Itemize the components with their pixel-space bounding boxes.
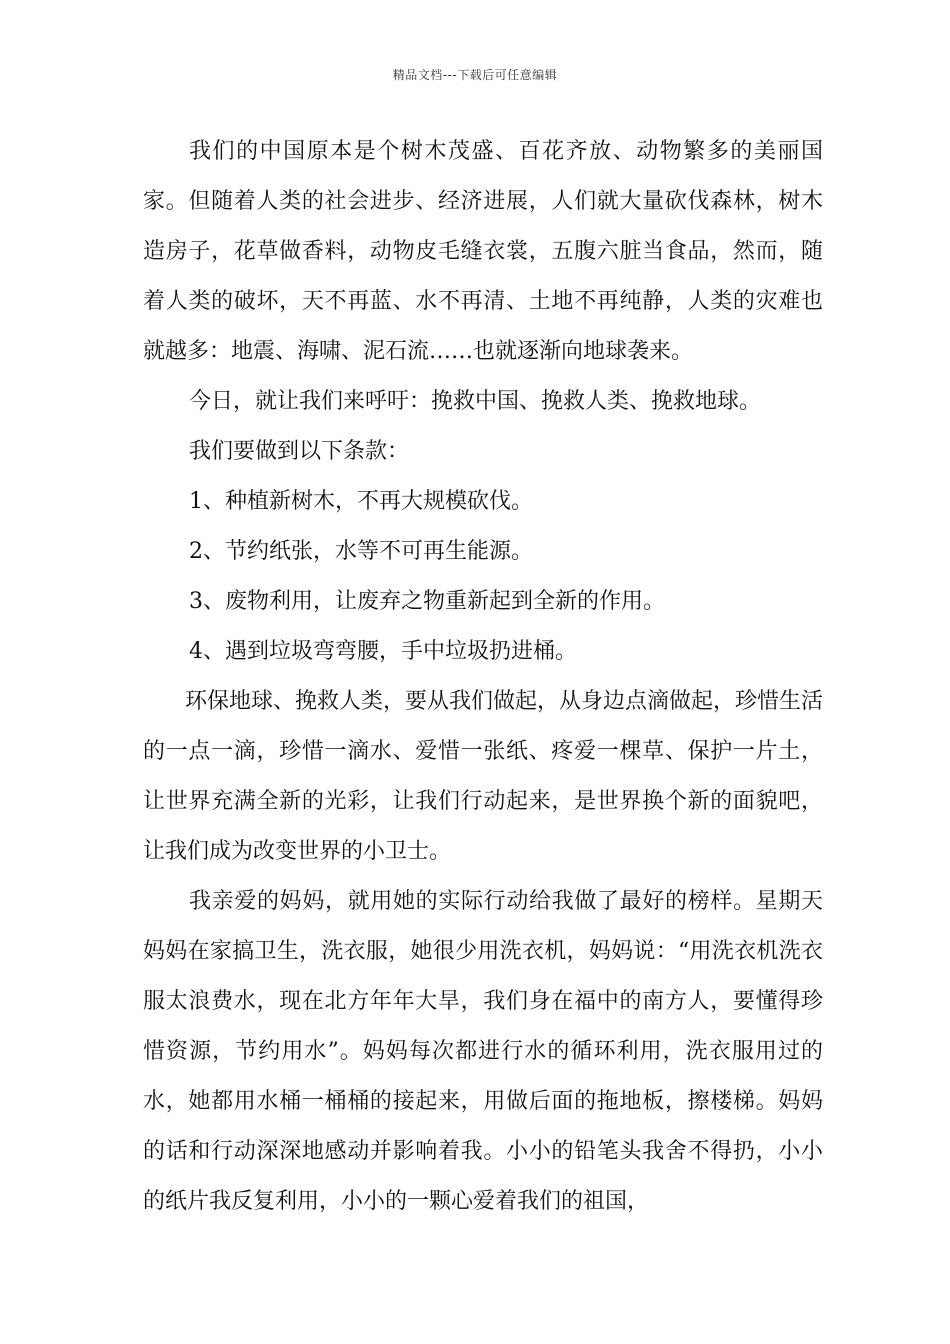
list-item-1: 1、种植新树木，不再大规模砍伐。 <box>189 489 533 514</box>
paragraph-intro: 我们的中国原本是个树木茂盛、百花齐放、动物繁多的美丽国家。但随着人类的社会进步、经济进展，人们就大量砍伐森林，树木造房子，花草做香料，动物皮毛缝衣裳，五腹六脏当食品，然而，随着人类的破坏，天不再蓝、水不再清、土地不再纯静，人类的灾难也就越多：地震、海啸、泥石流……也就逐渐向地球袭来。 <box>143 139 823 364</box>
paragraph-list-intro: 我们要做到以下条款： <box>189 439 410 464</box>
paragraph-environment: 环保地球、挽救人类，要从我们做起，从身边点滴做起，珍惜生活的一点一滴，珍惜一滴水、爱惜一张纸、疼爱一棵草、保护一片土，让世界充满全新的光彩，让我们行动起来，是世界换个新的面貌吧，让我们成为改变世界的小卫士。 <box>143 689 824 864</box>
list-item-2: 2、节约纸张，水等不可再生能源。 <box>189 539 533 564</box>
paragraph-appeal: 今日，就让我们来呼吁：挽救中国、挽救人类、挽救地球。 <box>189 389 762 414</box>
paragraph-mother: 我亲爱的妈妈，就用她的实际行动给我做了最好的榜样。星期天妈妈在家搞卫生，洗衣服，她很少用洗衣机，妈妈说：“用洗衣机洗衣服太浪费水，现在北方年年大旱，我们身在福中的南方人，要懂得珍惜资源，节约用水”。妈妈每次都进行水的循环利用，洗衣服用过的水，她都用水桶一桶桶的接起来，用做后面的拖地板，擦楼梯。妈妈的话和行动深深地感动并影响着我。小小的铅笔头我舍不得扔，小小的纸片我反复利用，小小的一颗心爱着我们的祖国， <box>143 889 823 1214</box>
page-header: 精品文档---下载后可任意编辑 <box>392 68 558 82</box>
list-item-3: 3、废物利用，让废弃之物重新起到全新的作用。 <box>189 589 665 614</box>
document-body <box>143 127 823 1227</box>
list-item-4: 4、遇到垃圾弯弯腰，手中垃圾扔进桶。 <box>189 639 577 664</box>
